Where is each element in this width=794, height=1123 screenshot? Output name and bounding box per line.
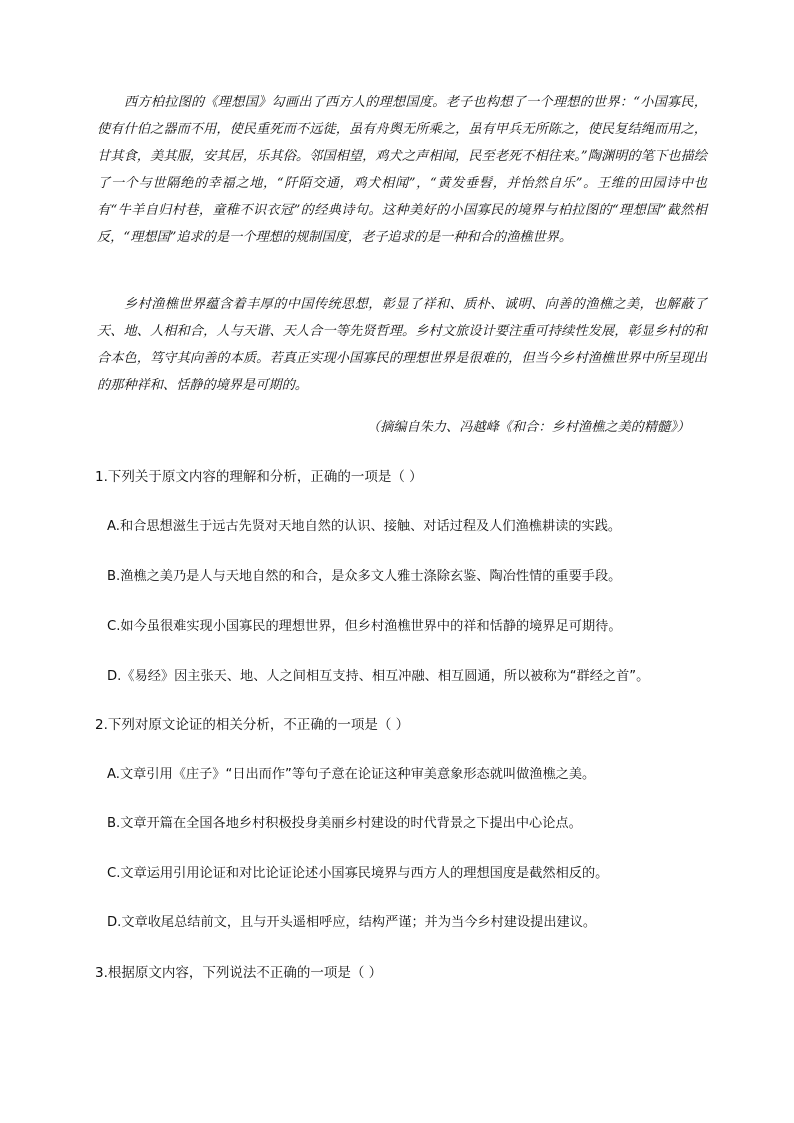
passage-paragraph-1: 西方柏拉图的《理想国》勾画出了西方人的理想国度。老子也构想了一个理想的世界：“小国寡民，使有什伯之器而不用，使民重死而不远徙，虽有舟舆无所乘之，虽有甲兵无所陈之，使民复结绳而用之，甘其食，美其服，安其居，乐其俗。邻国相望，鸡犬之声相闻，民至老死不相往来。”陶渊明的笔下也描绘了一个与世隔绝的幸福之地，“阡陌交通，鸡犬相闻”，“黄发垂髫，并怡然自乐”。王维的田园诗中也有“牛羊自归村巷，童稚不识衣冠”的经典诗句。这种美好的小国寡民的境界与柏拉图的“理想国”截然相反，“理想国”追求的是一个理想的规制国度，老子追求的是一种和合的渔樵世界。 <box>97 95 707 245</box>
question-2-option-b: B.文章开篇在全国各地乡村积极投身美丽乡村建设的时代背景之下提出中心论点。 <box>107 816 582 831</box>
question-1-option-b: B.渔樵之美乃是人与天地自然的和合，是众多文人雅士涤除玄鉴、陶冶性情的重要手段。 <box>107 569 622 584</box>
question-1-stem: 1.下列关于原文内容的理解和分析，正确的一项是（ ） <box>95 469 423 485</box>
question-1-option-a: A.和合思想滋生于远古先贤对天地自然的认识、接触、对话过程及人们渔樵耕读的实践。 <box>107 519 622 534</box>
question-2-option-a: A.文章引用《庄子》“日出而作”等句子意在论证这种审美意象形态就叫做渔樵之美。 <box>107 767 596 782</box>
passage-paragraph-2: 乡村渔樵世界蕴含着丰厚的中国传统思想，彰显了祥和、质朴、诚明、向善的渔樵之美，也解蔽了天、地、人相和合，人与天谐、天人合一等先贤哲理。乡村文旅设计要注重可持续性发展，彰显乡村的和合本色，笃守其向善的本质。若真正实现小国寡民的理想世界是很难的，但当今乡村渔樵世界中所呈现出的那种祥和、恬静的境界是可期的。 <box>97 297 707 393</box>
question-2-stem: 2.下列对原文论证的相关分析，不正确的一项是（ ） <box>95 717 410 733</box>
passage-source: （摘编自朱力、冯越峰《和合：乡村渔樵之美的精髓》） <box>366 420 690 435</box>
question-2-option-d: D.文章收尾总结前文，且与开头遥相呼应，结构严谨；并为当今乡村建设提出建议。 <box>107 915 597 930</box>
question-2-option-c: C.文章运用引用论证和对比论证论述小国寡民境界与西方人的理想国度是截然相反的。 <box>107 866 609 881</box>
question-3-stem: 3.根据原文内容，下列说法不正确的一项是（ ） <box>95 965 383 981</box>
question-1-option-d: D.《易经》因主张天、地、人之间相互支持、相互冲融、相互圆通，所以被称为“群经之首”。 <box>107 669 650 684</box>
question-1-option-c: C.如今虽很难实现小国寡民的理想世界，但乡村渔樵世界中的祥和恬静的境界足可期待。 <box>107 619 622 634</box>
